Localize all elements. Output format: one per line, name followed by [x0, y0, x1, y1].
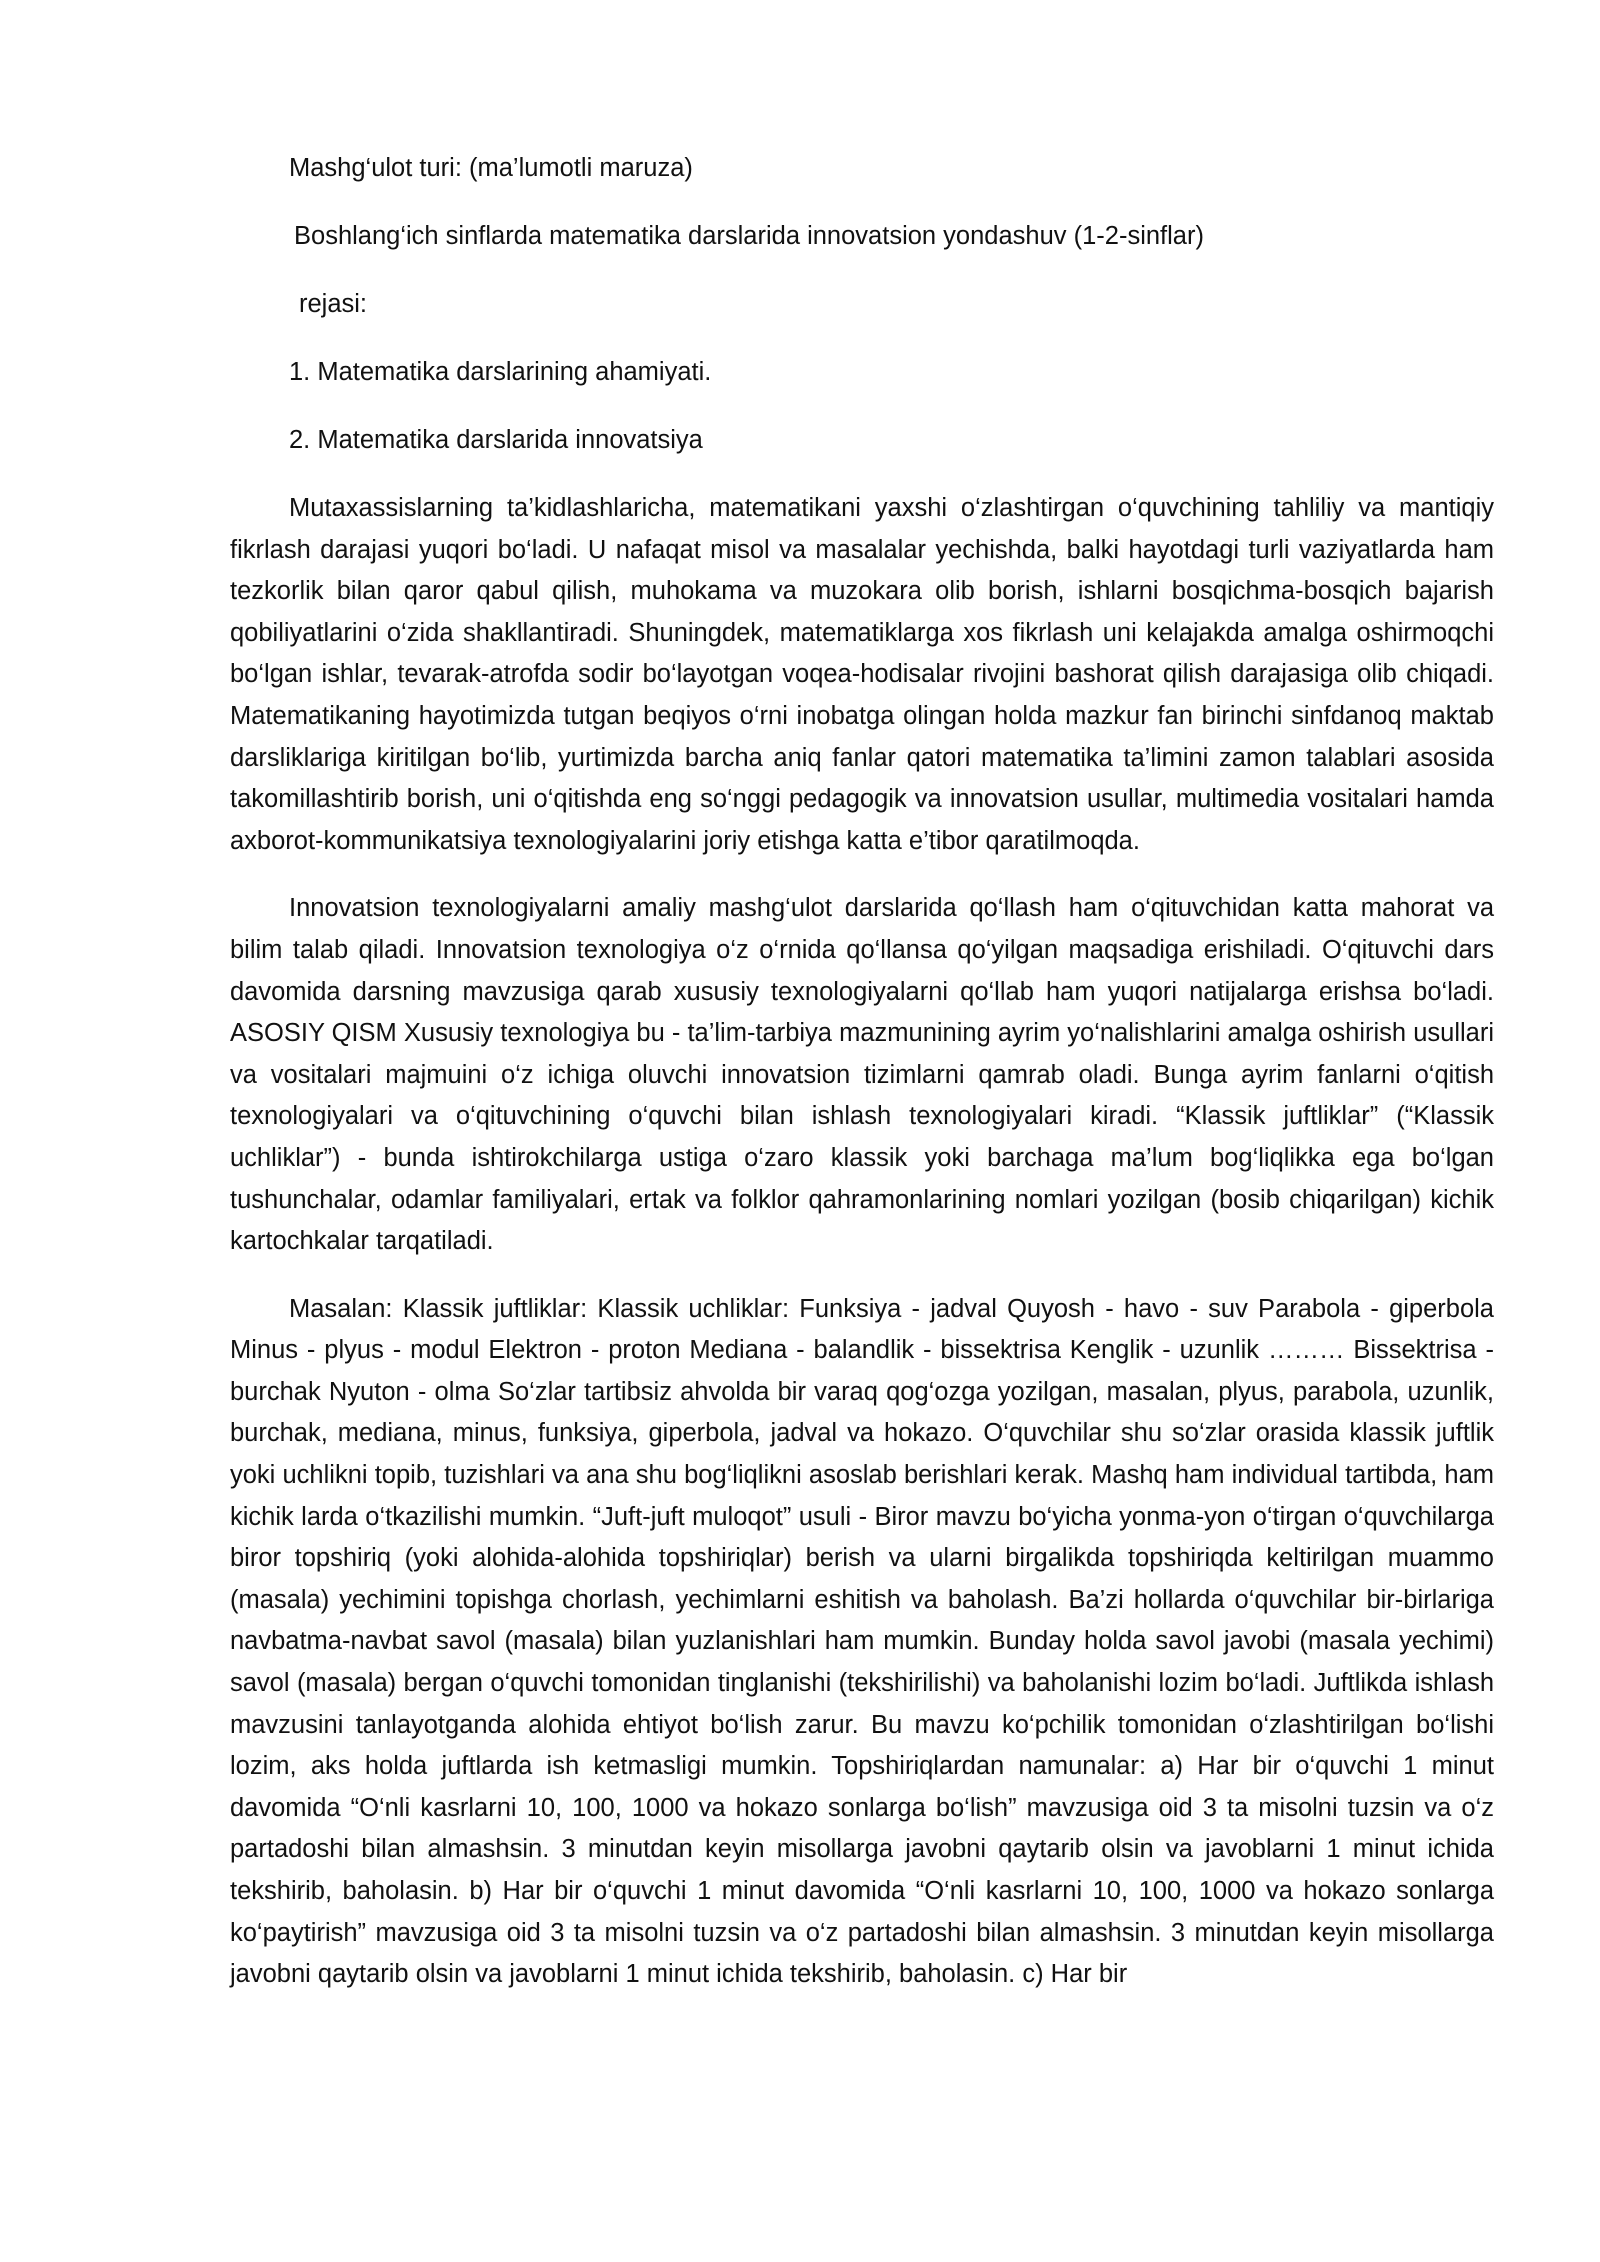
lecture-title: Boshlang‘ich sinflarda matematika darslarida innovatsion yondashuv (1-2-sinflar): [294, 222, 1204, 250]
session-type-line: Mashg‘ulot turi: (ma’lumotli maruza): [289, 154, 693, 182]
document-page: [230, 148, 1494, 1996]
body-paragraph-1: Mutaxassislarning ta’kidlashlaricha, matematikani yaxshi o‘zlashtirgan o‘quvchining tahliliy va mantiqiy fikrlash darajasi yuqori bo‘ladi. U nafaqat misol va masalalar yechishda, balki hayotdagi turli vaziyatlarda ham tezkorlik bilan qaror qabul qilish, muhokama va muzokara olib borish, ishlarni bosqichma-bosqich bajarish qobiliyatlarini o‘zida shakllantiradi. Shuningdek, matematiklarga xos fikrlash uni kelajakda amalga oshirmoqchi bo‘lgan ishlar, tevarak-atrofda sodir bo‘layotgan voqea-hodisalar rivojini bashorat qilish darajasiga olib chiqadi. Matematikaning hayotimizda tutgan beqiyos o‘rni inobatga olingan holda mazkur fan birinchi sinfdanoq maktab darsliklariga kiritilgan bo‘lib, yurtimizda barcha aniq fanlar qatori matematika ta’limini zamon talablari asosida takomillashtirib borish, uni o‘qitishda eng so‘nggi pedagogik va innovatsion usullar, multimedia vositalari hamda axborot-kommunikatsiya texnologiyalarini joriy etishga katta e’tibor qaratilmoqda.: [230, 494, 1494, 855]
plan-item-1: 1. Matematika darslarining ahamiyati.: [289, 358, 712, 386]
plan-heading: rejasi:: [299, 290, 368, 318]
body-paragraph-3: Masalan: Klassik juftliklar: Klassik uchliklar: Funksiya - jadval Quyosh - havo - suv Parabola - giperbola Minus - plyus - modul Elektron - proton Mediana - balandlik - bissektrisa Kenglik - uzunlik ……… Bissektrisa - burchak Nyuton - olma So‘zlar tartibsiz ahvolda bir varaq qog‘ozga yozilgan, masalan, plyus, parabola, uzunlik, burchak, mediana, minus, funksiya, giperbola, jadval va hokazo. O‘quvchilar shu so‘zlar orasida klassik juftlik yoki uchlikni topib, tuzishlari va ana shu bog‘liqlikni asoslab berishlari kerak. Mashq ham individual tartibda, ham kichik larda o‘tkazilishi mumkin. “Juft-juft muloqot” usuli - Biror mavzu bo‘yicha yonma-yon o‘tirgan o‘quvchilarga biror topshiriq (yoki alohida-alohida topshiriqlar) berish va ularni birgalikda topshiriqda keltirilgan muammo (masala) yechimini topishga chorlash, yechimlarni eshitish va baholash. Ba’zi hollarda o‘quvchilar bir-birlariga navbatma-navbat savol (masala) bilan yuzlanishlari ham mumkin. Bunday holda savol javobi (masala yechimi) savol (masala) bergan o‘quvchi tomonidan tinglanishi (tekshirilishi) va baholanishi lozim bo‘ladi. Juftlikda ishlash mavzusini tanlayotganda alohida ehtiyot bo‘lish zarur. Bu mavzu ko‘pchilik tomonidan o‘zlashtirilgan bo‘lishi lozim, aks holda juftlarda ish ketmasligi mumkin. Topshiriqlardan namunalar: a) Har bir o‘quvchi 1 minut davomida “O‘nli kasrlarni 10, 100, 1000 va hokazo sonlarga bo‘lish” mavzusiga oid 3 ta misolni tuzsin va o‘z partadoshi bilan almashsin. 3 minutdan keyin misollarga javobni qaytarib olsin va javoblarni 1 minut ichida tekshirib, baholasin. b) Har bir o‘quvchi 1 minut davomida “O‘nli kasrlarni 10, 100, 1000 va hokazo sonlarga ko‘paytirish” mavzusiga oid 3 ta misolni tuzsin va o‘z partadoshi bilan almashsin. 3 minutdan keyin misollarga javobni qaytarib olsin va javoblarni 1 minut ichida tekshirib, baholasin. c) Har bir: [230, 1294, 1494, 1989]
plan-item-2: 2. Matematika darslarida innovatsiya: [289, 426, 703, 454]
body-paragraph-2: Innovatsion texnologiyalarni amaliy mashg‘ulot darslarida qo‘llash ham o‘qituvchidan katta mahorat va bilim talab qiladi. Innovatsion texnologiya o‘z o‘rnida qo‘llansa qo‘yilgan maqsadiga erishiladi. O‘qituvchi dars davomida darsning mavzusiga qarab xususiy texnologiyalarni qo‘llab ham yuqori natijalarga erishsa bo‘ladi. ASOSIY QISM Xususiy texnologiya bu - ta’lim-tarbiya mazmunining ayrim yo‘nalishlarini amalga oshirish usullari va vositalari majmuini o‘z ichiga oluvchi innovatsion tizimlarni qamrab oladi. Bunga ayrim fanlarni o‘qitish texnologiyalari va o‘qituvchining o‘quvchi bilan ishlash texnologiyalari kiradi. “Klassik juftliklar” (“Klassik uchliklar”) - bunda ishtirokchilarga ustiga o‘zaro klassik yoki barchaga ma’lum bog‘liqlikka ega bo‘lgan tushunchalar, odamlar familiyalari, ertak va folklor qahramonlarining nomlari yozilgan (bosib chiqarilgan) kichik kartochkalar tarqatiladi.: [230, 894, 1494, 1256]
